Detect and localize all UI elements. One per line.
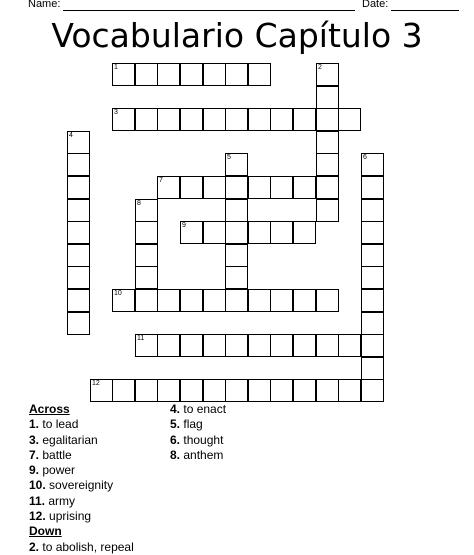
down-heading: Down (29, 524, 62, 539)
grid-cell[interactable] (293, 334, 316, 357)
grid-cell[interactable] (90, 379, 113, 402)
clue-across: 10. sovereignity (29, 478, 114, 493)
clue-across: 9. power (29, 463, 76, 478)
grid-cell[interactable] (203, 289, 226, 312)
grid-cell[interactable] (67, 199, 90, 222)
grid-cell[interactable] (361, 244, 384, 267)
grid-cell[interactable] (225, 244, 248, 267)
grid-cell[interactable] (225, 63, 248, 86)
clue-across: 11. army (29, 493, 76, 508)
grid-cell[interactable] (316, 334, 339, 357)
grid-cell[interactable] (338, 334, 361, 357)
grid-cell[interactable] (225, 199, 248, 222)
grid-cell[interactable] (248, 63, 271, 86)
grid-cell[interactable] (316, 108, 339, 131)
grid-cell[interactable] (135, 221, 158, 244)
grid-cell[interactable] (270, 221, 293, 244)
grid-cell[interactable] (270, 334, 293, 357)
clue-down: 8. anthem (170, 447, 224, 462)
grid-cell[interactable] (203, 63, 226, 86)
grid-cell[interactable] (135, 334, 158, 357)
grid-cell[interactable] (135, 244, 158, 267)
grid-cell[interactable] (293, 176, 316, 199)
grid-cell[interactable] (135, 379, 158, 402)
grid-cell[interactable] (361, 289, 384, 312)
grid-cell[interactable] (316, 379, 339, 402)
clue-number: 6 (363, 154, 367, 161)
grid-cell[interactable] (248, 108, 271, 131)
grid-cell[interactable] (293, 221, 316, 244)
grid-cell[interactable] (112, 379, 135, 402)
grid-cell[interactable] (180, 289, 203, 312)
clue-number: 2 (318, 64, 322, 71)
grid-cell[interactable] (293, 289, 316, 312)
grid-cell[interactable] (203, 176, 226, 199)
clue-number: 12 (92, 380, 100, 387)
clue-across: 3. egalitarian (29, 432, 98, 447)
grid-cell[interactable] (270, 289, 293, 312)
clue-number: 10 (114, 290, 122, 297)
grid-cell[interactable] (135, 289, 158, 312)
grid-cell[interactable] (225, 221, 248, 244)
grid-cell[interactable] (67, 244, 90, 267)
grid-cell[interactable] (361, 221, 384, 244)
clue-across: 7. battle (29, 447, 72, 462)
grid-cell[interactable] (361, 379, 384, 402)
grid-cell[interactable] (203, 334, 226, 357)
clue-number: 11 (137, 335, 145, 342)
grid-cell[interactable] (225, 176, 248, 199)
clue-down: 2. to abolish, repeal (29, 539, 134, 554)
clues-column-right (170, 402, 226, 463)
grid-cell[interactable] (67, 176, 90, 199)
grid-cell[interactable] (157, 176, 180, 199)
clue-down: 4. to enact (170, 402, 227, 416)
across-heading: Across (29, 402, 70, 416)
clue-number: 5 (227, 154, 231, 161)
grid-cell[interactable] (248, 221, 271, 244)
grid-cell[interactable] (180, 63, 203, 86)
clue-number: 4 (69, 132, 73, 139)
grid-cell[interactable] (203, 108, 226, 131)
clue-number: 8 (137, 200, 141, 207)
grid-cell[interactable] (225, 266, 248, 289)
grid-cell[interactable] (338, 379, 361, 402)
clue-number: 9 (182, 222, 186, 229)
grid-cell[interactable] (67, 153, 90, 176)
grid-cell[interactable] (248, 176, 271, 199)
grid-cell[interactable] (180, 221, 203, 244)
grid-cell[interactable] (361, 176, 384, 199)
grid-cell[interactable] (157, 108, 180, 131)
grid-cell[interactable] (361, 312, 384, 335)
grid-cell[interactable] (180, 176, 203, 199)
grid-cell[interactable] (157, 334, 180, 357)
grid-cell[interactable] (361, 334, 384, 357)
grid-cell[interactable] (361, 153, 384, 176)
grid-cell[interactable] (135, 266, 158, 289)
grid-cell[interactable] (316, 131, 339, 154)
grid-cell[interactable] (135, 199, 158, 222)
grid-cell[interactable] (67, 266, 90, 289)
grid-cell[interactable] (361, 266, 384, 289)
grid-cell[interactable] (112, 108, 135, 131)
grid-cell[interactable] (225, 289, 248, 312)
grid-cell[interactable] (293, 379, 316, 402)
grid-cell[interactable] (225, 153, 248, 176)
clue-down: 6. thought (170, 432, 224, 447)
grid-cell[interactable] (316, 176, 339, 199)
grid-cell[interactable] (361, 199, 384, 222)
grid-cell[interactable] (225, 108, 248, 131)
grid-cell[interactable] (203, 379, 226, 402)
grid-cell[interactable] (112, 289, 135, 312)
name-label: Name: (28, 0, 61, 10)
grid-cell[interactable] (112, 63, 135, 86)
page-title: Vocabulario Capítulo 3 (51, 16, 423, 55)
grid-cell[interactable] (270, 176, 293, 199)
grid-cell[interactable] (67, 312, 90, 335)
grid-cell[interactable] (316, 153, 339, 176)
grid-cell[interactable] (157, 379, 180, 402)
grid-cell[interactable] (316, 63, 339, 86)
grid-cell[interactable] (270, 379, 293, 402)
grid-cell[interactable] (293, 108, 316, 131)
clue-number: 3 (114, 109, 118, 116)
clue-across: 12. uprising (29, 509, 92, 524)
date-label: Date: (362, 0, 389, 10)
grid-cell[interactable] (67, 131, 90, 154)
grid-cell[interactable] (67, 221, 90, 244)
grid-cell[interactable] (203, 221, 226, 244)
grid-cell[interactable] (316, 289, 339, 312)
clue-number: 1 (114, 64, 118, 71)
grid-cell[interactable] (338, 108, 361, 131)
grid-cell[interactable] (248, 334, 271, 357)
grid-cell[interactable] (270, 108, 293, 131)
clue-down: 5. flag (170, 417, 203, 432)
clue-across: 1. to lead (29, 417, 79, 432)
grid-cell[interactable] (248, 289, 271, 312)
grid-cell[interactable] (316, 86, 339, 109)
grid-cell[interactable] (225, 334, 248, 357)
across-list (29, 417, 134, 524)
clue-number: 7 (159, 177, 163, 184)
grid-cell[interactable] (248, 379, 271, 402)
grid-cell[interactable] (180, 334, 203, 357)
grid-cell[interactable] (361, 357, 384, 380)
clues-column-left (29, 402, 134, 555)
grid-cell[interactable] (316, 199, 339, 222)
grid-cell[interactable] (157, 289, 180, 312)
grid-cell[interactable] (135, 63, 158, 86)
grid-cell[interactable] (180, 108, 203, 131)
grid-cell[interactable] (135, 108, 158, 131)
grid-cell[interactable] (67, 289, 90, 312)
grid-cell[interactable] (225, 379, 248, 402)
grid-cell[interactable] (157, 63, 180, 86)
grid-cell[interactable] (180, 379, 203, 402)
